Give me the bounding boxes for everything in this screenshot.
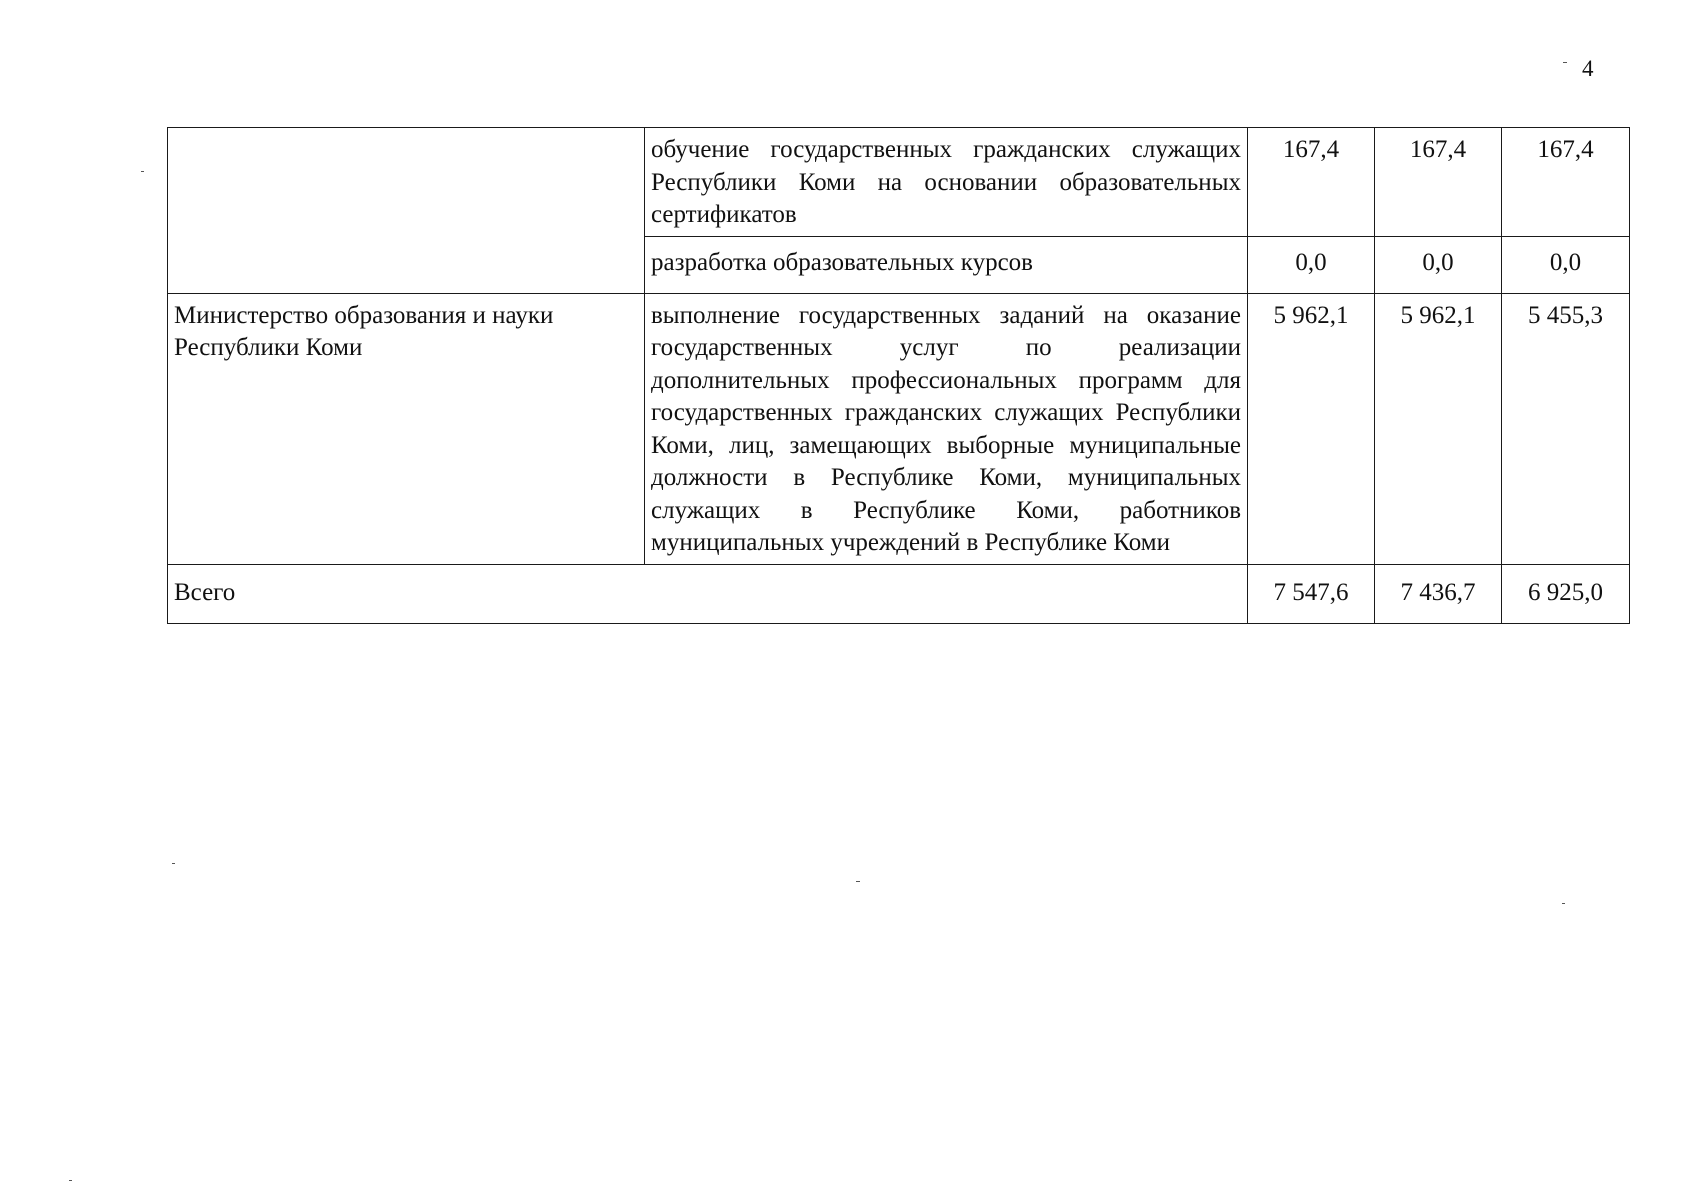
- total-label: Всего: [168, 564, 1248, 623]
- scan-speck: [172, 863, 175, 864]
- value-cell: 167,4: [1502, 128, 1630, 237]
- scan-speck: [856, 881, 860, 882]
- scan-speck: [1563, 62, 1567, 63]
- funding-table: [167, 127, 1630, 624]
- value-cell: 167,4: [1375, 128, 1502, 237]
- description-cell: обучение государственных гражданских служащих Республики Коми на основании образовательных сертификатов: [645, 128, 1248, 237]
- total-value-cell: 7 547,6: [1248, 564, 1375, 623]
- value-cell: 5 455,3: [1502, 293, 1630, 564]
- value-cell: 5 962,1: [1248, 293, 1375, 564]
- scan-speck: [1562, 903, 1565, 904]
- value-cell: 0,0: [1248, 236, 1375, 293]
- total-value-cell: 6 925,0: [1502, 564, 1630, 623]
- description-cell: выполнение государственных заданий на оказание государственных услуг по реализации дополнительных профессиональных программ для государственных гражданских служащих Республики Коми, лиц, замещающих выборные муниципальные должности в Республике Коми, муниципальных служащих в Республике Коми, работников муниципальных учреждений в Республике Коми: [645, 293, 1248, 564]
- organization-cell: Министерство образования и науки Республики Коми: [168, 293, 645, 564]
- total-row: [168, 564, 1630, 623]
- organization-cell: [168, 128, 645, 294]
- page-number: 4: [1582, 56, 1594, 81]
- scan-speck: [141, 171, 144, 172]
- table-row: [168, 293, 1630, 564]
- value-cell: 5 962,1: [1375, 293, 1502, 564]
- total-value-cell: 7 436,7: [1375, 564, 1502, 623]
- value-cell: 0,0: [1375, 236, 1502, 293]
- table-row: [168, 128, 1630, 237]
- description-cell: разработка образовательных курсов: [645, 236, 1248, 293]
- value-cell: 167,4: [1248, 128, 1375, 237]
- scan-speck: [69, 1180, 72, 1181]
- value-cell: 0,0: [1502, 236, 1630, 293]
